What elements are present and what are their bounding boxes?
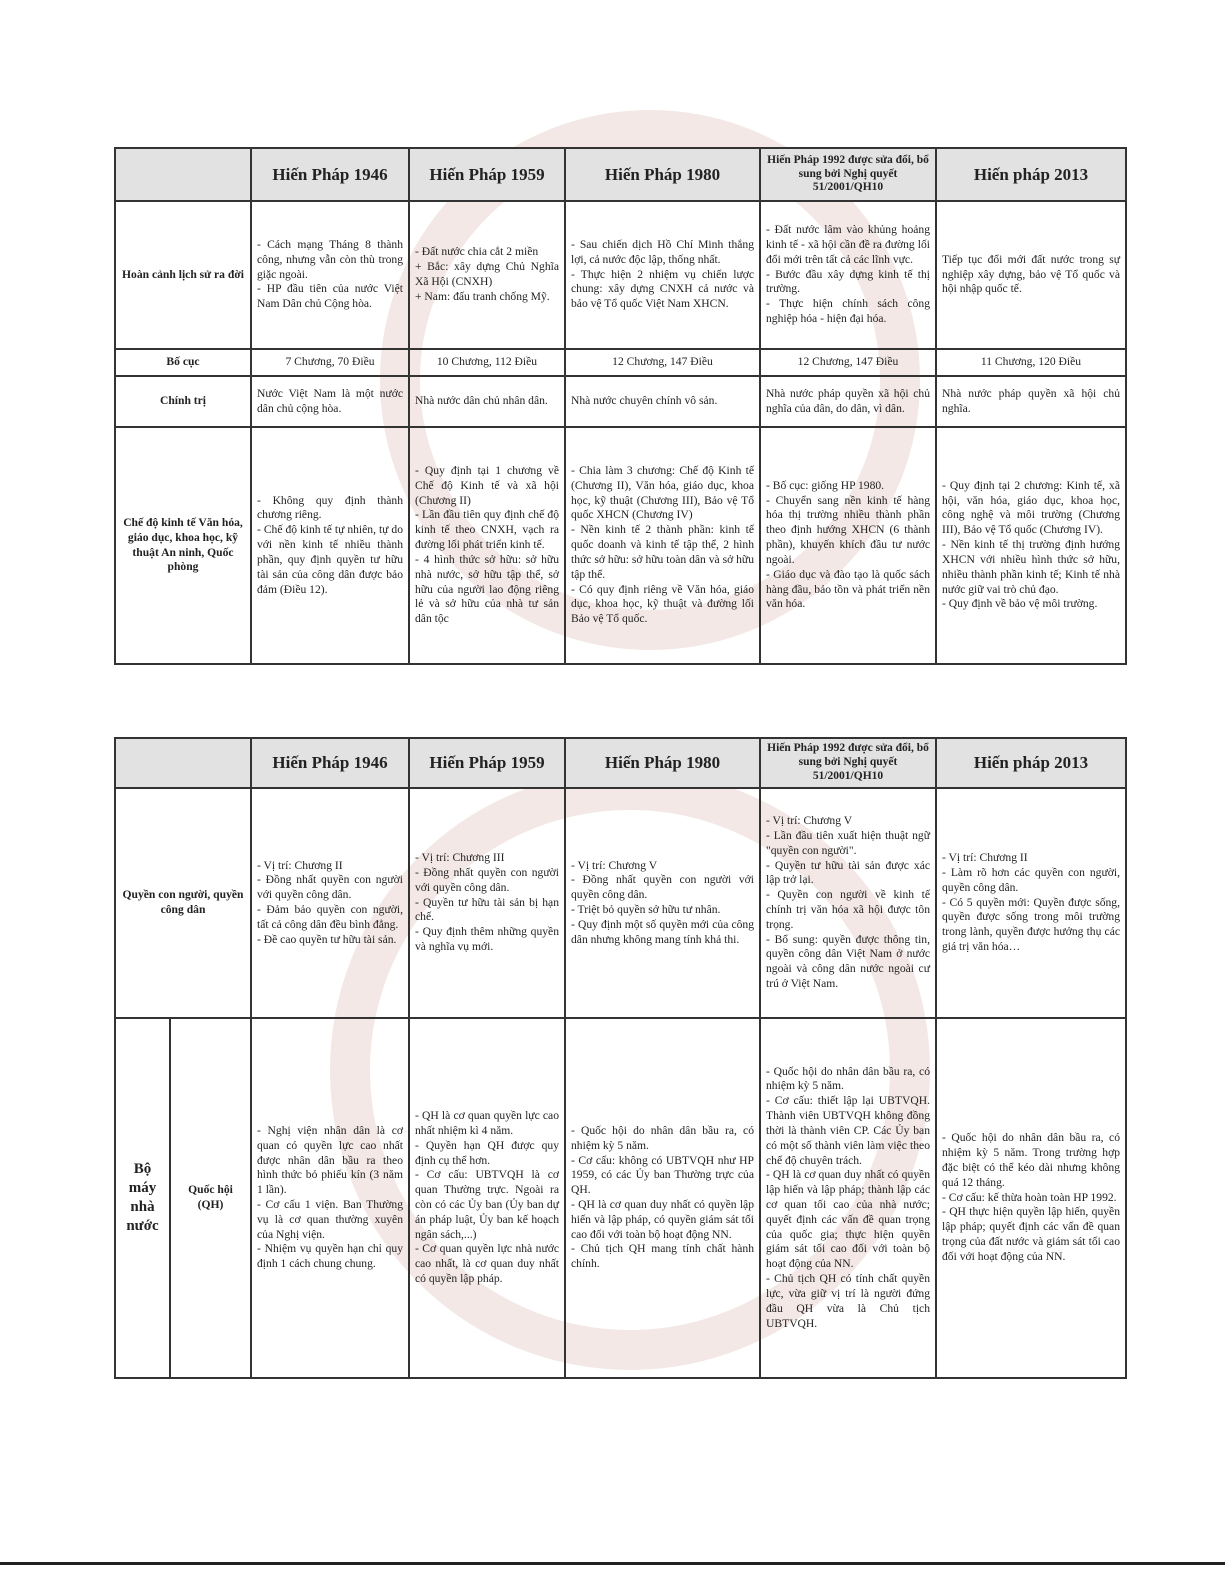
col-header-1992: Hiến Pháp 1992 được sửa đổi, bổ sung bởi Nghị quyết 51/2001/QH10 (760, 148, 936, 201)
table-cell: - Bố cục: giống HP 1980. - Chuyển sang nền kinh tế hàng hóa thị trường nhiều thành phần theo định hướng XHCN (6 thành phần), khuyến khích đầu tư nước ngoài. - Giáo dục và đào tạo là quốc sách hàng đầu, bảo tồn và phát triển nền văn hóa. (760, 427, 936, 664)
table-cell: - Quy định tại 2 chương: Kinh tế, xã hội, văn hóa, giáo dục, khoa học, công nghệ và môi trường (Chương III), Bảo vệ Tổ quốc (Chương IV). - Nền kinh tế thị trường định hướng XHCN với nhiều hình thức sở hữu, nhiều thành phần kinh tế; Kinh tế nhà nước giữ vai trò chủ đạo. - Quy định về bảo vệ môi trường. (936, 427, 1126, 664)
table-cell: - Vị trí: Chương V - Đồng nhất quyền con người với quyền công dân. - Triệt bỏ quyền sở hữu tư nhân. - Quy định một số quyền mới của công dân nhưng không mang tính khả thi. (565, 788, 760, 1018)
table-cell: - Nghị viện nhân dân là cơ quan có quyền lực cao nhất được nhân dân bầu ra theo hình thức bỏ phiếu kín (3 năm 1 lần). - Cơ cấu 1 viện. Ban Thường vụ là cơ quan thường xuyên của Nghị viện. - Nhiệm vụ quyền hạn chỉ quy định 1 cách chung chung. (251, 1018, 409, 1378)
col-header-1980: Hiến Pháp 1980 (565, 148, 760, 201)
table-cell: - Quốc hội do nhân dân bầu ra, có nhiệm kỳ 5 năm. Trong trường hợp đặc biệt có thể kéo dài nhưng không quá 12 tháng. - Cơ cấu: kế thừa hoàn toàn HP 1992. - QH thực hiện quyền lập hiến, quyền lập pháp; quyết định các vấn đề quan trọng của đất nước và giám sát tối cao đối với hoạt động của NN. (936, 1018, 1126, 1378)
table-cell: - Không quy định thành chương riêng. - Chế độ kinh tế tự nhiên, tự do với nền kinh tế nhiều thành phần, quy định quyền tư hữu tài sản của công dân được bảo đảm (Điều 12). (251, 427, 409, 664)
table-cell: Nước Việt Nam là một nước dân chủ cộng hòa. (251, 376, 409, 427)
row-label-economy-culture-defense: Chế độ kinh tế Văn hóa, giáo dục, khoa học, kỹ thuật An ninh, Quốc phòng (115, 427, 251, 664)
header-row (115, 148, 1126, 201)
header-row (115, 738, 1126, 788)
corner-header-cell (115, 738, 251, 788)
constitution-comparison-table-2 (114, 737, 1127, 1379)
row-label-politics: Chính trị (115, 376, 251, 427)
table-row (115, 201, 1126, 349)
row-label-structure: Bố cục (115, 349, 251, 376)
table-cell: - Quốc hội do nhân dân bầu ra, có nhiệm kỳ 5 năm. - Cơ cấu: không có UBTVQH như HP 1959, có các Ủy ban Thường trực của QH. - QH là cơ quan duy nhất có quyền lập hiến và lập pháp, có quyền giám sát tối cao đối với toàn bộ hoạt động NN. - Chủ tịch QH mang tính chất hành chính. (565, 1018, 760, 1378)
col-header-1959: Hiến Pháp 1959 (409, 148, 565, 201)
corner-header-cell (115, 148, 251, 201)
table-cell: - Quốc hội do nhân dân bầu ra, có nhiệm kỳ 5 năm. - Cơ cấu: thiết lập lại UBTVQH. Thành viên UBTVQH không đồng thời là thành viên CP. Các Ủy ban có một số thành viên làm việc theo chế độ chuyên trách. - QH là cơ quan duy nhất có quyền lập hiến và lập pháp; thành lập các cơ quan tối cao của nhà nước; quyết định các vấn đề quan trọng của quốc gia; thực hiện quyền giám sát tối cao đối với toàn bộ hoạt động của NN. - Chủ tịch QH có tính chất quyền lực, vừa giữ vị trí là người đứng đầu QH vừa là Chủ tịch UBTVQH. (760, 1018, 936, 1378)
col-header-2013: Hiến pháp 2013 (936, 738, 1126, 788)
table-cell: 12 Chương, 147 Điều (760, 349, 936, 376)
table-cell: - Vị trí: Chương II - Làm rõ hơn các quyền con người, quyền công dân. - Có 5 quyền mới: Quyền được sống, quyền được sống trong môi trường trong lành, quyền được hưởng thụ các giá trị văn hóa… (936, 788, 1126, 1018)
table-cell: Nhà nước pháp quyền xã hội chủ nghĩa của dân, do dân, vì dân. (760, 376, 936, 427)
page-bottom-rule (0, 1562, 1225, 1565)
col-header-1992: Hiến Pháp 1992 được sửa đổi, bổ sung bởi Nghị quyết 51/2001/QH10 (760, 738, 936, 788)
table-cell: 12 Chương, 147 Điều (565, 349, 760, 376)
table-row (115, 349, 1126, 376)
col-header-1946: Hiến Pháp 1946 (251, 148, 409, 201)
table-cell: - Đất nước lâm vào khủng hoảng kinh tế - xã hội cần đề ra đường lối đổi mới trên tất cả các lĩnh vực. - Bước đầu xây dựng kinh tế thị trường. - Thực hiện chính sách công nghiệp hóa - hiện đại hóa. (760, 201, 936, 349)
table-row (115, 427, 1126, 664)
table-row (115, 788, 1126, 1018)
table-cell: Nhà nước chuyên chính vô sản. (565, 376, 760, 427)
col-header-2013: Hiến pháp 2013 (936, 148, 1126, 201)
table-cell: - Đất nước chia cắt 2 miền + Bắc: xây dựng Chủ Nghĩa Xã Hội (CNXH) + Nam: đấu tranh chống Mỹ. (409, 201, 565, 349)
table-cell: - Sau chiến dịch Hồ Chí Minh thắng lợi, cả nước độc lập, thống nhất. - Thực hiện 2 nhiệm vụ chiến lược chung: xây dựng CNXH cả nước và bảo vệ Tổ quốc Việt Nam XHCN. (565, 201, 760, 349)
col-header-1946: Hiến Pháp 1946 (251, 738, 409, 788)
table-cell: - QH là cơ quan quyền lực cao nhất nhiệm kì 4 năm. - Quyền hạn QH được quy định cụ thể hơn. - Cơ cấu: UBTVQH là cơ quan Thường trực. Ngoài ra còn có các Ủy ban (Ủy ban dự án pháp luật, Ủy ban kế hoạch ngân sách,...) - Cơ quan quyền lực nhà nước cao nhất, là cơ quan duy nhất có quyền lập pháp. (409, 1018, 565, 1378)
table-cell: - Cách mạng Tháng 8 thành công, nhưng vẫn còn thù trong giặc ngoài. - HP đầu tiên của nước Việt Nam Dân chủ Cộng hòa. (251, 201, 409, 349)
row-group-label-state-apparatus: Bộ máy nhà nước (115, 1018, 170, 1378)
col-header-1980: Hiến Pháp 1980 (565, 738, 760, 788)
row-label-historical-context: Hoàn cảnh lịch sử ra đời (115, 201, 251, 349)
table-cell: Tiếp tục đổi mới đất nước trong sự nghiệp xây dựng, bảo vệ Tổ quốc và hội nhập quốc tế. (936, 201, 1126, 349)
table-cell: - Chia làm 3 chương: Chế độ Kinh tế (Chương II), Văn hóa, giáo dục, khoa học, kỹ thuật (Chương III), Bảo vệ Tổ quốc XHCN (Chương IV) - Nền kinh tế 2 thành phần: kinh tế quốc doanh và kinh tế tập thể, 2 hình thức sở hữu: sở hữu toàn dân và sở hữu tập thể. - Có quy định riêng về Văn hóa, giáo dục, khoa học, kỹ thuật và đường lối Bảo vệ Tổ quốc. (565, 427, 760, 664)
table-cell: - Vị trí: Chương V - Lần đầu tiên xuất hiện thuật ngữ "quyền con người". - Quyền tư hữu tài sản được xác lập trở lại. - Quyền con người về kinh tế chính trị văn hóa xã hội được tôn trọng. - Bổ sung: quyền được thông tin, quyền công dân Việt Nam ở nước ngoài và công dân nước ngoài cư trú ở Việt Nam. (760, 788, 936, 1018)
table-cell: Nhà nước pháp quyền xã hội chủ nghĩa. (936, 376, 1126, 427)
table-row (115, 1018, 1126, 1378)
table-cell: Nhà nước dân chủ nhân dân. (409, 376, 565, 427)
table-cell: - Vị trí: Chương III - Đồng nhất quyền con người với quyền công dân. - Quyền tư hữu tài sản bị hạn chế. - Quy định thêm những quyền và nghĩa vụ mới. (409, 788, 565, 1018)
table-cell: 7 Chương, 70 Điều (251, 349, 409, 376)
table-cell: - Quy định tại 1 chương về Chế độ Kinh tế và xã hội (Chương II) - Lần đầu tiên quy định chế độ kinh tế theo CNXH, vạch ra đường lối phát triển kinh tế. - 4 hình thức sở hữu: sở hữu nhà nước, sở hữu tập thể, sở hữu của người lao động riêng lẻ và sở hữu của nhà tư sản dân tộc (409, 427, 565, 664)
row-label-human-rights: Quyền con người, quyền công dân (115, 788, 251, 1018)
constitution-comparison-table-1 (114, 147, 1127, 665)
col-header-1959: Hiến Pháp 1959 (409, 738, 565, 788)
table-row (115, 376, 1126, 427)
table-cell: 10 Chương, 112 Điều (409, 349, 565, 376)
row-label-national-assembly: Quốc hội (QH) (170, 1018, 251, 1378)
table-cell: 11 Chương, 120 Điều (936, 349, 1126, 376)
table-cell: - Vị trí: Chương II - Đồng nhất quyền con người với quyền công dân. - Đảm bảo quyền con người, tất cả công dân đều bình đẳng. - Đề cao quyền tư hữu tài sản. (251, 788, 409, 1018)
